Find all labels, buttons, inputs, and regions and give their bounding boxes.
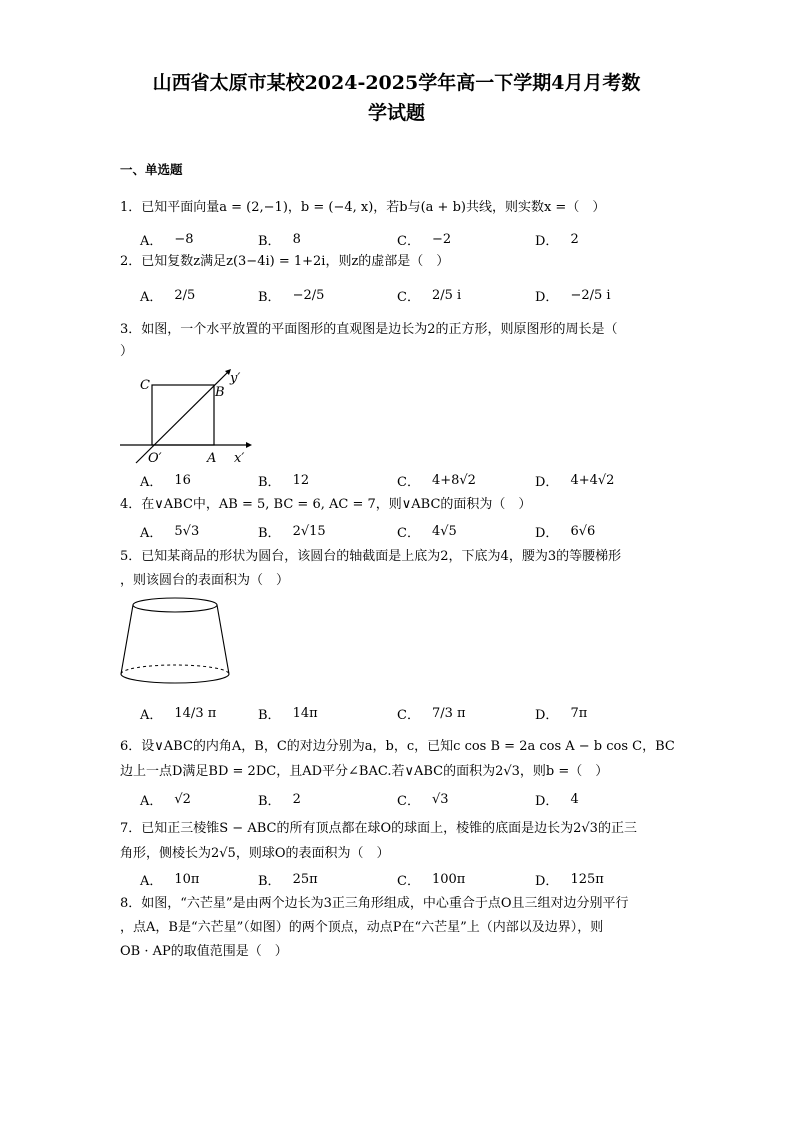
- option-d[interactable]: [535, 226, 579, 252]
- option-a[interactable]: [140, 700, 216, 726]
- question-3: 3．如图，一个水平放置的平面图形的直观图是边长为2的正方形，则原图形的周长是（: [120, 322, 618, 337]
- option-c[interactable]: [397, 518, 457, 544]
- option-value: √3: [431, 791, 449, 807]
- options-q1: [140, 226, 700, 252]
- option-c[interactable]: [397, 700, 466, 726]
- option-value: 7π: [570, 705, 588, 721]
- option-value: 4+4√2: [570, 472, 615, 488]
- page-title: 山西省太原市某校2024-2025学年高一下学期4月月考数: [152, 72, 641, 94]
- option-d[interactable]: [535, 282, 611, 308]
- option-value: 2/5: [174, 287, 196, 303]
- option-b[interactable]: [258, 866, 318, 892]
- option-value: 4+8√2: [431, 472, 476, 488]
- label-a: A: [207, 451, 217, 466]
- page-title-line2: 学试题: [367, 102, 425, 124]
- option-letter: C．: [397, 525, 420, 541]
- option-letter: D．: [535, 474, 559, 490]
- option-value: 10π: [174, 871, 200, 887]
- option-letter: D．: [535, 793, 559, 809]
- option-letter: B．: [258, 289, 281, 305]
- label-y: y′: [230, 371, 241, 386]
- option-value: 2: [292, 791, 301, 807]
- option-d[interactable]: [535, 786, 579, 812]
- label-c: C: [140, 378, 150, 393]
- option-letter: A．: [140, 525, 163, 541]
- option-d[interactable]: [535, 866, 604, 892]
- option-b[interactable]: [258, 700, 318, 726]
- option-letter: D．: [535, 707, 559, 723]
- options-q6: [140, 786, 700, 812]
- option-a[interactable]: [140, 282, 195, 308]
- option-value: 16: [174, 472, 191, 488]
- option-value: 25π: [292, 871, 318, 887]
- options-q5: [140, 700, 700, 726]
- question-7-line2: 角形，侧棱长为2√5，则球O的表面积为（ ）: [120, 846, 390, 861]
- option-value: −8: [174, 231, 194, 247]
- question-5: 5．已知某商品的形状为圆台，该圆台的轴截面是上底为2，下底为4，腰为3的等腰梯形: [120, 549, 622, 564]
- frustum-figure: [118, 596, 234, 692]
- question-7: 7．已知正三棱锥S − ABC的所有顶点都在球O的球面上，棱锥的底面是边长为2√3的正三: [120, 821, 637, 836]
- option-a[interactable]: [140, 786, 191, 812]
- option-d[interactable]: [535, 518, 595, 544]
- option-letter: B．: [258, 873, 281, 889]
- option-b[interactable]: [258, 226, 301, 252]
- option-letter: C．: [397, 289, 420, 305]
- question-8-line2: ，点A，B是“六芒星”（如图）的两个顶点，动点P在“六芒星”上（内部以及边界），则: [120, 920, 604, 935]
- option-letter: A．: [140, 793, 163, 809]
- option-value: −2: [431, 231, 452, 247]
- option-c[interactable]: [397, 282, 461, 308]
- option-value: 5√3: [174, 523, 200, 539]
- square-intuitive-figure: [118, 368, 258, 466]
- option-letter: D．: [535, 289, 559, 305]
- option-value: 14/3 π: [174, 705, 217, 721]
- option-value: 2√15: [292, 523, 326, 539]
- option-a[interactable]: [140, 467, 191, 493]
- option-letter: B．: [258, 233, 281, 249]
- option-value: 8: [292, 231, 301, 247]
- section-label: 一、单选题: [120, 162, 183, 177]
- option-letter: A．: [140, 873, 163, 889]
- option-letter: C．: [397, 474, 420, 490]
- option-letter: C．: [397, 707, 420, 723]
- option-value: 125π: [570, 871, 604, 887]
- option-value: 7/3 π: [431, 705, 466, 721]
- option-letter: C．: [397, 793, 420, 809]
- option-value: −2/5: [292, 287, 325, 303]
- label-b: B: [215, 385, 225, 400]
- question-4: 4．在∨ABC中，AB = 5, BC = 6, AC = 7，则∨ABC的面积为（ ）: [120, 497, 532, 512]
- option-letter: D．: [535, 525, 559, 541]
- option-b[interactable]: [258, 467, 309, 493]
- option-letter: B．: [258, 525, 281, 541]
- options-q4: [140, 518, 700, 544]
- option-a[interactable]: [140, 226, 194, 252]
- option-value: 14π: [292, 705, 318, 721]
- option-value: 6√6: [570, 523, 596, 539]
- options-q2: [140, 282, 700, 308]
- option-a[interactable]: [140, 518, 199, 544]
- option-c[interactable]: [397, 467, 476, 493]
- option-letter: C．: [397, 233, 420, 249]
- option-value: 2/5 i: [431, 287, 462, 303]
- option-c[interactable]: [397, 866, 465, 892]
- option-letter: B．: [258, 793, 281, 809]
- options-q7: [140, 866, 700, 892]
- option-b[interactable]: [258, 786, 301, 812]
- option-value: 100π: [431, 871, 466, 887]
- question-6-line2: 边上一点D满足BD = 2DC，且AD平分∠BAC.若∨ABC的面积为2√3，则b =（ ）: [120, 764, 609, 779]
- question-1: 1．已知平面向量a = (2,−1)，b = (−4, x)，若b与(a + b)共线，则实数x =（ ）: [120, 200, 606, 215]
- option-d[interactable]: [535, 467, 614, 493]
- options-q3: [140, 467, 700, 493]
- option-value: −2/5 i: [570, 287, 611, 303]
- option-a[interactable]: [140, 866, 199, 892]
- option-b[interactable]: [258, 282, 324, 308]
- question-8: 8．如图，“六芒星”是由两个边长为3正三角形组成，中心重合于点O且三组对边分别平行: [120, 896, 629, 911]
- option-letter: A．: [140, 474, 163, 490]
- question-6: 6．设∨ABC的内角A，B，C的对边分别为a，b，c，已知c cos B = 2a cos A − b cos C，BC: [120, 739, 675, 754]
- option-letter: B．: [258, 474, 281, 490]
- option-d[interactable]: [535, 700, 587, 726]
- question-8-line3: OB · AP的取值范围是（ ）: [120, 944, 288, 959]
- option-letter: A．: [140, 707, 163, 723]
- option-letter: C．: [397, 873, 420, 889]
- option-value: 4√5: [431, 523, 457, 539]
- question-5-line2: ，则该圆台的表面积为（ ）: [120, 573, 290, 588]
- question-3-line2: ）: [120, 344, 134, 359]
- label-o: O′: [148, 451, 162, 466]
- option-letter: A．: [140, 233, 163, 249]
- option-c[interactable]: [397, 786, 449, 812]
- option-letter: D．: [535, 873, 559, 889]
- option-letter: B．: [258, 707, 281, 723]
- option-value: √2: [174, 791, 191, 807]
- option-value: 12: [292, 472, 310, 488]
- label-x: x′: [234, 451, 245, 466]
- option-letter: D．: [535, 233, 559, 249]
- question-2: 2．已知复数z满足z(3−4i) = 1+2i，则z的虚部是（ ）: [120, 254, 450, 269]
- option-value: 2: [570, 231, 579, 247]
- option-letter: A．: [140, 289, 163, 305]
- option-b[interactable]: [258, 518, 326, 544]
- option-value: 4: [570, 791, 579, 807]
- option-c[interactable]: [397, 226, 451, 252]
